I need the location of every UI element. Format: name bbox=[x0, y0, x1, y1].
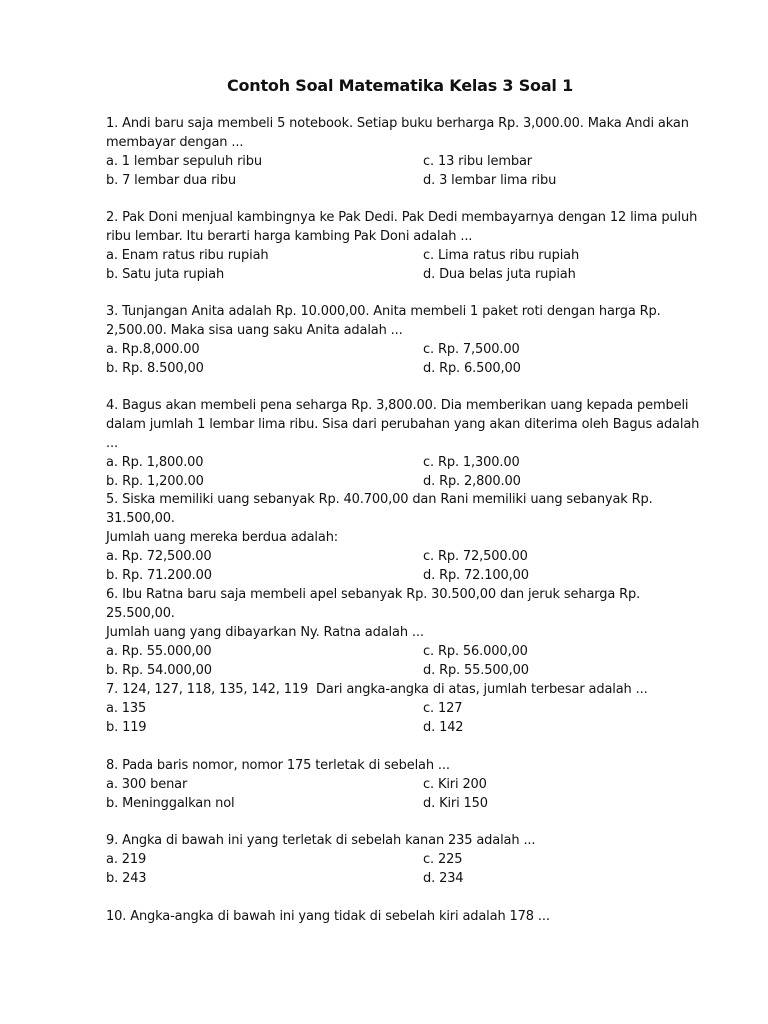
option-a: a. 219 bbox=[106, 852, 147, 867]
question-6 bbox=[106, 585, 706, 680]
option-d: d. 142 bbox=[423, 720, 464, 735]
option-d: d. 3 lembar lima ribu bbox=[423, 173, 557, 188]
question-text: 10. Angka-angka di bawah ini yang tidak di sebelah kiri adalah 178 ... bbox=[106, 909, 550, 924]
answer-options bbox=[106, 340, 706, 378]
option-d: d. Rp. 55.500,00 bbox=[423, 663, 529, 678]
question-2 bbox=[106, 208, 706, 284]
option-c: c. 225 bbox=[423, 852, 463, 867]
option-b: b. Rp. 1,200.00 bbox=[106, 474, 204, 489]
question-text: 6. Ibu Ratna baru saja membeli apel sebanyak Rp. 30.500,00 dan jeruk seharga Rp. 25.500,00. Jumlah uang yang dibayarkan Ny. Ratna adalah ... bbox=[106, 587, 641, 640]
answer-options bbox=[106, 547, 706, 585]
question-text: 2. Pak Doni menjual kambingnya ke Pak Dedi. Pak Dedi membayarnya dengan 12 lima puluh ribu lembar. Itu berarti harga kambing Pak Doni adalah ... bbox=[106, 210, 698, 244]
option-d: d. 234 bbox=[423, 871, 464, 886]
option-b: b. 7 lembar dua ribu bbox=[106, 173, 236, 188]
option-d: d. Dua belas juta rupiah bbox=[423, 267, 576, 282]
option-b: b. Rp. 71.200.00 bbox=[106, 568, 212, 583]
question-1 bbox=[106, 114, 706, 190]
question-text: 3. Tunjangan Anita adalah Rp. 10.000,00. Anita membeli 1 paket roti dengan harga Rp. 2,500.00. Maka sisa uang saku Anita adalah ... bbox=[106, 304, 661, 338]
option-c: c. Rp. 1,300.00 bbox=[423, 455, 520, 470]
option-b: b. Meninggalkan nol bbox=[106, 796, 235, 811]
option-c: c. Rp. 56.000,00 bbox=[423, 644, 528, 659]
answer-options bbox=[106, 850, 706, 888]
option-a: a. Rp. 72,500.00 bbox=[106, 549, 212, 564]
question-text: 8. Pada baris nomor, nomor 175 terletak di sebelah ... bbox=[106, 758, 450, 773]
answer-options bbox=[106, 642, 706, 680]
option-a: a. Enam ratus ribu rupiah bbox=[106, 248, 269, 263]
question-4 bbox=[106, 396, 706, 491]
option-c: c. Rp. 7,500.00 bbox=[423, 342, 520, 357]
option-c: c. Kiri 200 bbox=[423, 777, 487, 792]
option-a: a. 135 bbox=[106, 701, 147, 716]
answer-options bbox=[106, 246, 706, 284]
question-8 bbox=[106, 756, 706, 813]
answer-options bbox=[106, 453, 706, 491]
option-d: d. Rp. 6.500,00 bbox=[423, 361, 521, 376]
page-title: Contoh Soal Matematika Kelas 3 Soal 1 bbox=[226, 76, 574, 95]
option-b: b. Rp. 54.000,00 bbox=[106, 663, 212, 678]
option-a: a. Rp.8,000.00 bbox=[106, 342, 200, 357]
answer-options bbox=[106, 152, 706, 190]
question-text: 7. 124, 127, 118, 135, 142, 119 Dari angka-angka di atas, jumlah terbesar adalah ... bbox=[106, 682, 648, 697]
option-a: a. 300 benar bbox=[106, 777, 188, 792]
question-text: 4. Bagus akan membeli pena seharga Rp. 3,800.00. Dia memberikan uang kepada pembeli dalam jumlah 1 lembar lima ribu. Sisa dari perubahan yang akan diterima oleh Bagus adalah ... bbox=[106, 398, 700, 451]
option-c: c. Rp. 72,500.00 bbox=[423, 549, 528, 564]
option-b: b. 119 bbox=[106, 720, 147, 735]
question-7 bbox=[106, 680, 706, 737]
answer-options bbox=[106, 699, 706, 737]
option-a: a. Rp. 55.000,00 bbox=[106, 644, 212, 659]
question-10 bbox=[106, 907, 706, 926]
question-3 bbox=[106, 302, 706, 378]
option-d: d. Kiri 150 bbox=[423, 796, 488, 811]
option-a: a. 1 lembar sepuluh ribu bbox=[106, 154, 262, 169]
option-b: b. Rp. 8.500,00 bbox=[106, 361, 204, 376]
question-text: 5. Siska memiliki uang sebanyak Rp. 40.700,00 dan Rani memiliki uang sebanyak Rp. 31.500,00. Jumlah uang mereka berdua adalah: bbox=[106, 492, 653, 545]
option-c: c. Lima ratus ribu rupiah bbox=[423, 248, 580, 263]
question-text: 9. Angka di bawah ini yang terletak di sebelah kanan 235 adalah ... bbox=[106, 833, 536, 848]
option-c: c. 127 bbox=[423, 701, 463, 716]
option-d: d. Rp. 2,800.00 bbox=[423, 474, 521, 489]
question-9 bbox=[106, 831, 706, 888]
option-c: c. 13 ribu lembar bbox=[423, 154, 532, 169]
option-b: b. Satu juta rupiah bbox=[106, 267, 225, 282]
option-b: b. 243 bbox=[106, 871, 147, 886]
question-text: 1. Andi baru saja membeli 5 notebook. Setiap buku berharga Rp. 3,000.00. Maka Andi akan membayar dengan ... bbox=[106, 116, 689, 150]
option-a: a. Rp. 1,800.00 bbox=[106, 455, 204, 470]
question-5 bbox=[106, 490, 706, 585]
answer-options bbox=[106, 775, 706, 813]
option-d: d. Rp. 72.100,00 bbox=[423, 568, 529, 583]
